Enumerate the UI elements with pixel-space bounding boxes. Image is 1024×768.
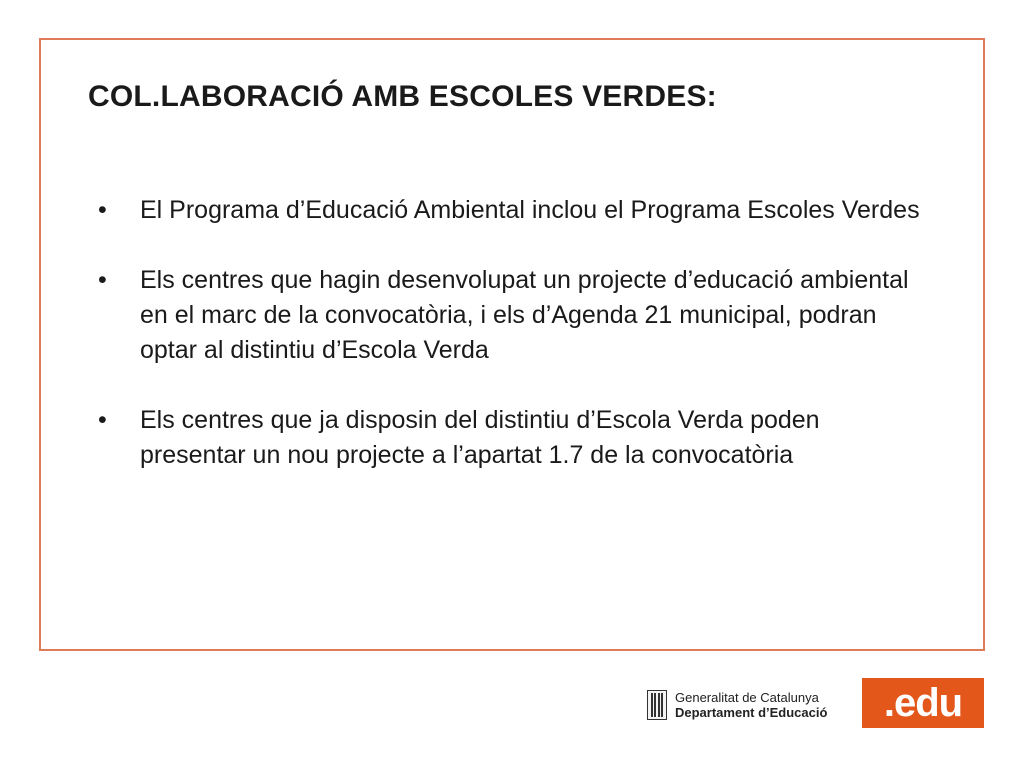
generalitat-logo <box>647 688 827 722</box>
bullet-marker: • <box>98 406 107 434</box>
bullet-list <box>98 193 928 508</box>
bullet-item <box>98 193 928 228</box>
slide-title: COL.LABORACIÓ AMB ESCOLES VERDES: <box>88 80 717 113</box>
generalitat-text <box>675 690 827 720</box>
bullet-item <box>98 263 928 368</box>
bullet-text: Els centres que hagin desenvolupat un projecte d’educació ambiental en el marc de la convocatòria, i els d’Agenda 21 municipal, podran optar al distintiu d’Escola Verda <box>140 266 909 364</box>
generalitat-name: Generalitat de Catalunya <box>675 690 819 705</box>
bullet-marker: • <box>98 266 107 294</box>
generalitat-emblem-icon <box>647 690 667 720</box>
bullet-text: El Programa d’Educació Ambiental inclou el Programa Escoles Verdes <box>140 196 920 224</box>
department-name: Departament d’Educació <box>675 705 828 720</box>
bullet-text: Els centres que ja disposin del distintiu d’Escola Verda poden presentar un nou projecte a l’apartat 1.7 de la convocatòria <box>140 406 820 469</box>
edu-logo: .edu <box>862 678 984 728</box>
bullet-marker: • <box>98 196 107 224</box>
bullet-item <box>98 403 928 473</box>
